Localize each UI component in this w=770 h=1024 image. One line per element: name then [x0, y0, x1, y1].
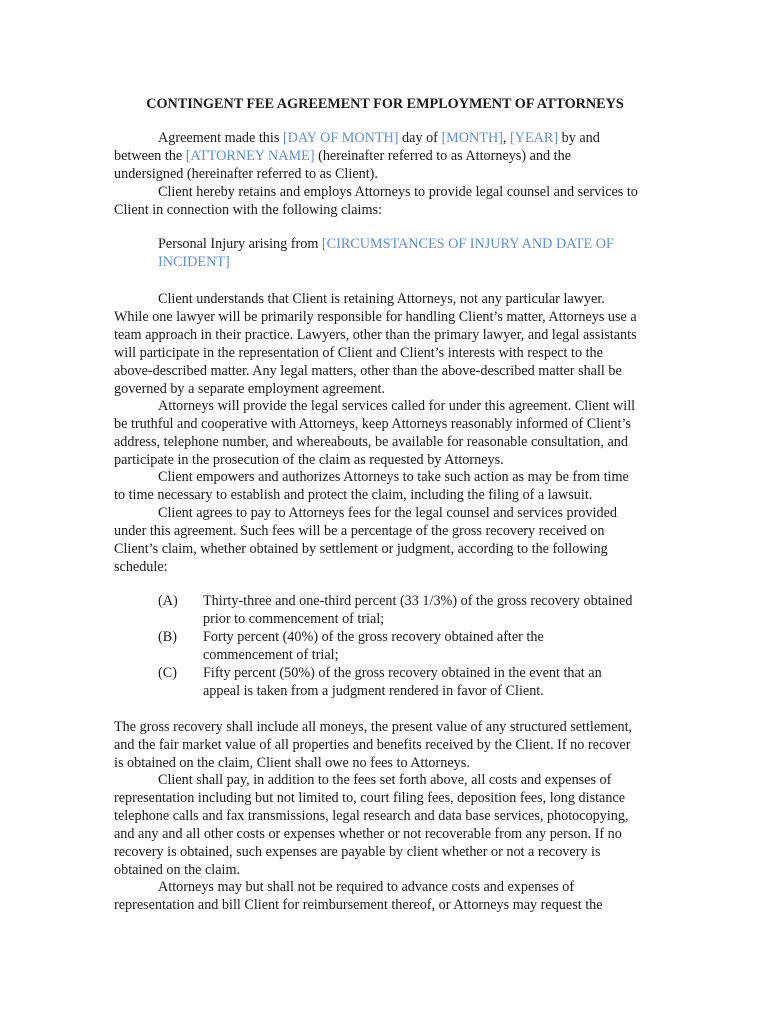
day-placeholder: [DAY OF MONTH]: [282, 130, 399, 146]
gross-recovery-paragraph: The gross recovery shall include all moneys, the present value of any structured settlement, and the fair market value of all properties and benefits received by the Client. If no recover is obtained on the claim, Client shall owe no fees to Attorneys.: [114, 719, 633, 771]
understands-paragraph: Client understands that Client is retaining Attorneys, not any particular lawyer. While one lawyer will be primarily responsible for handling Client’s matter, Attorneys use a team approach in their practice. Lawyers, other than the primary lawyer, and legal assistants will participate in the representation of Client and Client’s interests with respect to the above-described matter. Any legal matters, other than the above-described matter shall be governed by a separate employment agreement.: [114, 291, 637, 397]
month-placeholder: [MONTH]: [441, 130, 503, 146]
year-placeholder: [YEAR]: [510, 130, 559, 146]
services-paragraph: Attorneys will provide the legal services called for under this agreement. Client will be truthful and cooperative with Attorneys, keep Attorneys reasonably informed of Client’s address, telephone number, and whereabouts, be available for reasonable consultation, and participate in the prosecution of the claim as requested by Attorneys.: [114, 398, 636, 468]
document-page: CONTINGENT FEE AGREEMENT FOR EMPLOYMENT OF ATTORNEYS Agreement made this [DAY OF MONTH] day of [MONTH], [YEAR] by and between the [ATTORNEY NAME] (hereinafter referred to as Attorneys) and the undersigned (hereinafter referred to as Client). Client hereby retains and employs Attorneys to provide legal counsel and services to Client in connection with the following claims: Personal Injury arising from [CIRCUMSTANCES OF INJURY AND DATE OF INCIDENT] Client understands that Client is retaining Attorneys, not any particular lawyer. While one lawyer will be primarily responsible for handling Client’s matter, Attorneys use a team approach in their practice. Lawyers, other than the primary lawyer, and legal assistants will participate in the representation of Client and Client’s interests with respect to the above-described matter. Any legal matters, other than the above-described matter shall be governed by a separate employment agreement. Attorneys will provide the legal services called for under this agreement. Client will be truthful and cooperative with Attorneys, keep Attorneys reasonably informed of Client’s address, telephone number, and whereabouts, be available for reasonable consultation, and participate in the prosecution of the claim as requested by Attorneys. Client empowers and authorizes Attorneys to take such action as may be from time to time necessary to establish and protect the claim, including the filing of a lawsuit. Client agrees to pay to Attorneys fees for the legal counsel and services provided under this agreement. Such fees will be a percentage of the gross recovery received on Client’s claim, whether obtained by settlement or judgment, according to the following schedule: (A) Thirty-three and one-third percent (33 1/3%) of the gross recovery obtained prior to commencement of trial; (B) Forty percent (40%) of the gross recovery obtained after the commencement of trial; (C) Fifty percent (50%) of the gross recovery obtained in the event that an appeal is taken from a judgment rendered in favor of Client. The gross recovery shall include all moneys, the present value of any structured settlement, and the fair market value of all properties and benefits received by the Client. If no recover is obtained on the claim, Client shall owe no fees to Attorneys. Client shall pay, in addition to the fees set forth above, all costs and expenses of representation including but not limited to, court filing fees, deposition fees, long distance telephone calls and fax transmissions, legal research and data base services, photocopying, and any and all other costs or expenses whether or not recoverable from any person. If no recovery is obtained, such expenses are payable by client whether or not a recovery is obtained on the claim. Attorneys may but shall not be required to advance costs and expenses of representation and bill Client for reimbursement thereof, or Attorneys may request the: [0, 0, 770, 1024]
document-title: CONTINGENT FEE AGREEMENT FOR EMPLOYMENT OF ATTORNEYS: [146, 96, 624, 112]
attorney-name-placeholder: [ATTORNEY NAME]: [185, 147, 315, 164]
circumstances-placeholder: [CIRCUMSTANCES OF INJURY AND DATE OF INCIDENT]: [158, 236, 614, 270]
advance-costs-paragraph: Attorneys may but shall not be required to advance costs and expenses of representation and bill Client for reimbursement thereof, or Attorneys may request the: [114, 879, 603, 913]
claim-paragraph: Personal Injury arising from [CIRCUMSTANCES OF INJURY AND DATE OF INCIDENT]: [158, 236, 614, 270]
empowers-paragraph: Client empowers and authorizes Attorneys to take such action as may be from time to time necessary to establish and protect the claim, including the filing of a lawsuit.: [114, 469, 629, 503]
agrees-paragraph: Client agrees to pay to Attorneys fees for the legal counsel and services provided under this agreement. Such fees will be a percentage of the gross recovery received on Client’s claim, whether obtained by settlement or judgment, according to the following schedule:: [114, 505, 617, 575]
retains-paragraph: Client hereby retains and employs Attorneys to provide legal counsel and services to Client in connection with the following claims:: [114, 184, 638, 218]
intro-paragraph: Agreement made this [DAY OF MONTH] day of [MONTH], [YEAR] by and between the [ATTORNEY NAME] (hereinafter referred to as Attorneys) and the undersigned (hereinafter referred to as Client).: [114, 130, 600, 182]
costs-paragraph: Client shall pay, in addition to the fees set forth above, all costs and expenses of representation including but not limited to, court filing fees, deposition fees, long distance telephone calls and fax transmissions, legal research and data base services, photocopying, and any and all other costs or expenses whether or not recoverable from any person. If no recovery is obtained, such expenses are payable by client whether or not a recovery is obtained on the claim.: [114, 772, 629, 878]
